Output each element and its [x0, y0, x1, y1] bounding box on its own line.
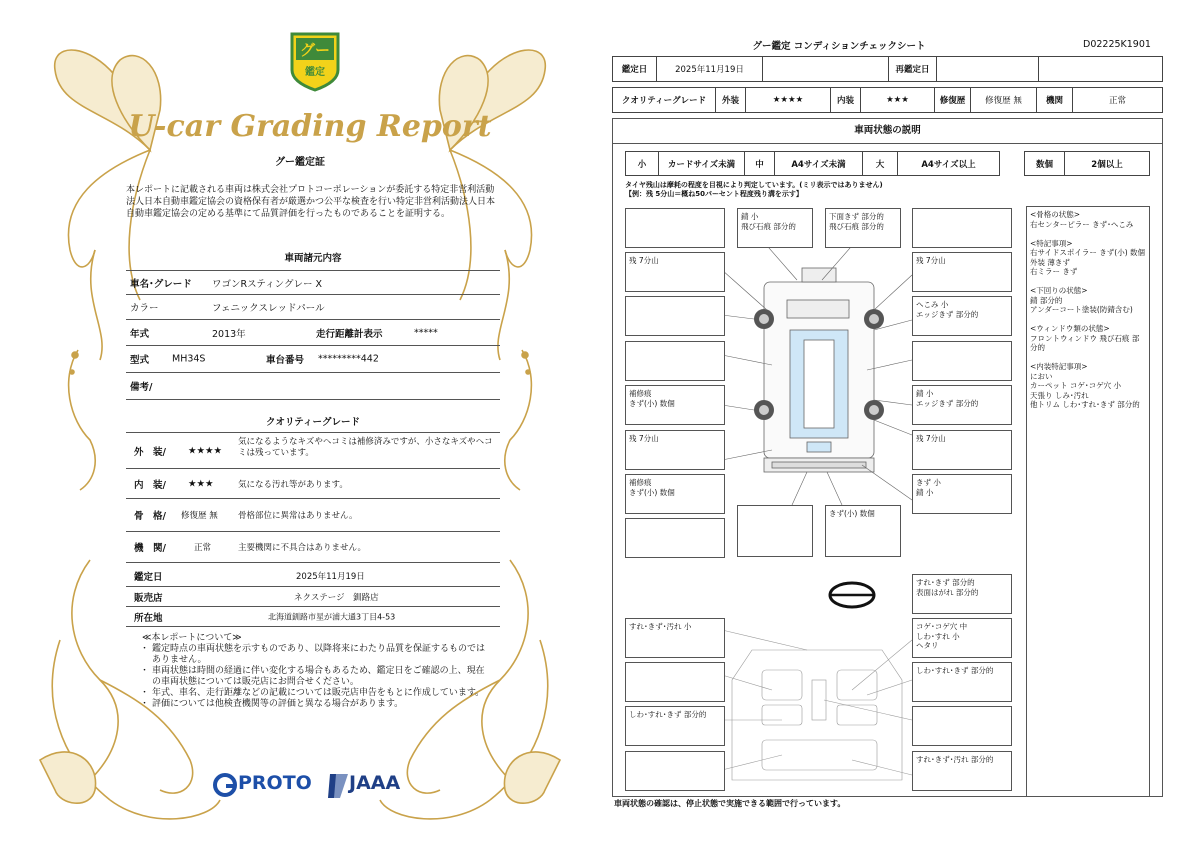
- exterior-box-tire-fr: 残 7分山: [912, 252, 1012, 292]
- quality-frame-text: 骨格部位に異常はありません。: [238, 511, 358, 521]
- quality-frame-value: 修復歴 無: [181, 511, 218, 521]
- spec-row-remarks: [126, 373, 500, 400]
- spec-mileage-label: 走行距離計表示: [316, 328, 383, 340]
- exterior-box-fender-r: へこみ 小 エッジきず 部分的: [912, 296, 1012, 336]
- panel-frame-title: <骨格の状態>: [1030, 210, 1081, 219]
- summary-repair-value: 修復歴 無: [971, 88, 1037, 112]
- spec-chassis-value: *********442: [318, 353, 379, 365]
- info-address-label: 所在地: [134, 612, 163, 624]
- summary-engine-value: 正常: [1108, 96, 1126, 106]
- detail-panel: [1026, 206, 1150, 797]
- summary-ext-value: ★★★★: [746, 88, 831, 112]
- spec-chassis-label: 車台番号: [266, 355, 305, 366]
- panel-line: 右サイドスポイラー きず(小) 数個: [1030, 248, 1146, 257]
- quality-frame-label: 骨 格/: [134, 511, 166, 522]
- spec-model-label: 型式: [130, 355, 150, 366]
- quality-row-exterior: [126, 432, 500, 469]
- spec-name-value: ワゴンRスティングレー X: [212, 278, 322, 290]
- info-row-date: [126, 566, 500, 587]
- size-medium: 中: [745, 152, 775, 175]
- reinspect-value: [937, 57, 1039, 81]
- panel-interior-group: [1030, 362, 1146, 410]
- panel-line: 外装 薄きず: [1030, 257, 1070, 267]
- interior-box-r3: [912, 706, 1012, 746]
- info-address-value: 北海道釧路市星が浦大通3丁目4-53: [268, 612, 396, 621]
- interior-box-l3: しわ･すれ･きず 部分的: [625, 706, 725, 746]
- quality-interior-label: 内 装/: [134, 479, 166, 491]
- spec-name-label: 車名･グレード: [130, 278, 192, 290]
- interior-box-l2: [625, 662, 725, 702]
- spec-remarks-label: 備考/: [130, 382, 153, 393]
- certificate-text: 本レポートに記載される車両は株式会社プロトコーポレーションが委託する特定非営利活動法人日本自動車鑑定協会の資格保有者が厳選かつ公平な検査を行い特定非営利活動法人日本自動車鑑定協会の定める基準にて品質評価を行ったものであることを証明する。: [126, 185, 496, 219]
- interior-box-l1: すれ･きず･汚れ 小: [625, 618, 725, 658]
- size-small: 小: [626, 152, 659, 175]
- panel-under-group: [1030, 286, 1146, 315]
- quality-row-frame: [126, 499, 500, 532]
- summary-repair-label: 修復歴: [935, 88, 971, 112]
- summary-int-label: 内装: [831, 88, 861, 112]
- spec-year-value: 2013年: [212, 328, 246, 340]
- exterior-box-rear-r: きず 小 錆 小: [912, 474, 1012, 514]
- panel-line: 他トリム しわ･すれ･きず 部分的: [1030, 400, 1140, 409]
- jaaa-logo-icon: [328, 774, 348, 798]
- panel-window-group: [1030, 324, 1146, 353]
- info-date-label: 鑑定日: [134, 572, 163, 583]
- note-item: ・ 車両状態は時間の経過に伴い変化する場合もあるため、鑑定日をご確認の上、現在の車両状態については販売店にお問合せください。: [140, 666, 490, 688]
- size-large: 大: [863, 152, 898, 175]
- exterior-box-r4: [912, 341, 1012, 381]
- date-blank: [763, 57, 889, 81]
- jaaa-logo-text: JAAA: [349, 772, 401, 794]
- summary-engine-label: 機関: [1037, 88, 1073, 112]
- quality-section-title: クオリティーグレード: [265, 417, 361, 428]
- quality-interior-stars: ★★★: [188, 478, 214, 489]
- report-notes: [140, 633, 490, 710]
- info-shop-value: ネクステージ 釧路店: [294, 592, 379, 603]
- count-label: 数個: [1025, 152, 1065, 175]
- spec-model-value: MH34S: [172, 353, 206, 365]
- exterior-box-tire-rl: 残 7分山: [625, 430, 725, 470]
- spec-mileage-value: *****: [414, 327, 438, 338]
- panel-line: 天張り しみ･汚れ: [1030, 390, 1089, 400]
- info-row-shop: [126, 587, 500, 607]
- date-value: 2025年11月19日: [657, 57, 763, 81]
- date-label: 鑑定日: [613, 57, 657, 81]
- badge-bottom-text: 鑑定: [305, 67, 325, 78]
- interior-box-r2: しわ･すれ･きず 部分的: [912, 662, 1012, 702]
- tire-note: [625, 181, 883, 199]
- exterior-box-bottom-l: [737, 505, 813, 557]
- interior-box-seat-fr: コゲ･コゲ穴 中 しわ･すれ 小 ヘタリ: [912, 618, 1012, 658]
- badge-top-text: グー: [299, 41, 331, 59]
- spec-row-name: [126, 270, 500, 295]
- note-item: ・ 評価については他検査機関等の評価と異なる場合があります。: [140, 699, 490, 710]
- summary-quality-label: クオリティーグレード: [613, 88, 716, 112]
- info-date-value: 2025年11月19日: [296, 572, 365, 582]
- interior-box-steering: すれ･きず 部分的 表面はがれ 部分的: [912, 574, 1012, 614]
- exterior-box-door-r: 錆 小 エッジきず 部分的: [912, 385, 1012, 425]
- exterior-box-l8: [625, 518, 725, 558]
- panel-interior-title: <内装特記事項>: [1030, 362, 1088, 371]
- note-item: ・ 鑑定時点の車両状態を示すものであり、以降将来にわたり品質を保証するものではありません。: [140, 644, 490, 666]
- reinspect-label: 再鑑定日: [889, 57, 937, 81]
- spec-color-label: カラー: [130, 303, 159, 314]
- interior-diagram: [722, 630, 912, 780]
- quality-engine-text: 主要機関に不具合はありません。: [238, 543, 367, 553]
- certificate-title: グー鑑定証: [275, 157, 325, 168]
- document-id: D02225K1901: [1083, 39, 1151, 50]
- panel-line: 錆 部分的: [1030, 295, 1063, 305]
- panel-line: 右センターピラー きず･へこみ: [1030, 219, 1134, 229]
- exterior-box-tire-fl: 残 7分山: [625, 252, 725, 292]
- exterior-box-l3: [625, 296, 725, 336]
- interior-box-l4: [625, 751, 725, 791]
- exterior-box-rear-l: 補修痕 きず(小) 数個: [625, 474, 725, 514]
- condition-check-sheet: [600, 0, 1200, 848]
- proto-logo-text: PROTO: [238, 772, 312, 794]
- quality-row-engine: [126, 532, 500, 563]
- condition-title: 車両状態の説明: [612, 118, 1163, 144]
- panel-line: アンダーコート塗装(防錆含む): [1030, 305, 1133, 314]
- spec-section-title: 車両諸元内容: [284, 253, 342, 264]
- exterior-box-top-right: 下面きず 部分的 飛び石痕 部分的: [825, 208, 901, 248]
- summary-ext-label: 外装: [716, 88, 746, 112]
- exterior-box-door-l: 補修痕 きず(小) 数個: [625, 385, 725, 425]
- size-medium-desc: A4サイズ未満: [775, 152, 863, 175]
- panel-line: フロントウィンドウ 飛び石痕 部分的: [1030, 333, 1140, 352]
- quality-row-interior: [126, 469, 500, 499]
- footer-note: 車両状態の確認は、停止状態で実施できる範囲で行っています。: [614, 799, 846, 808]
- panel-line: カーペット コゲ･コゲ穴 小: [1030, 381, 1122, 390]
- spec-color-value: フェニックスレッドパール: [212, 303, 325, 314]
- sheet-title: グー鑑定 コンディションチェックシート: [752, 41, 926, 52]
- exterior-box-top-mid: 錆 小 飛び石痕 部分的: [737, 208, 813, 248]
- quality-interior-text: 気になる汚れ等があります。: [238, 479, 348, 490]
- note-item: ・ 年式、車名、走行距離などの記載については販売店申告をもとに作成しています。: [140, 688, 490, 699]
- summary-int-value: ★★★: [861, 88, 935, 112]
- quality-engine-value: 正常: [194, 543, 212, 553]
- svg-text:U-car Grading Report: U-car Grading Report: [128, 109, 492, 144]
- reinspect-blank: [1039, 57, 1162, 81]
- goo-kantei-badge-icon: [286, 30, 344, 92]
- panel-line: におい: [1030, 371, 1053, 381]
- size-legend: [625, 151, 1000, 176]
- quality-exterior-stars: ★★★★: [188, 445, 223, 456]
- spec-row-color: [126, 295, 500, 320]
- spec-year-label: 年式: [130, 328, 150, 340]
- interior-box-r4: すれ･きず･汚れ 部分的: [912, 751, 1012, 791]
- date-row: [612, 56, 1163, 82]
- quality-exterior-label: 外 装/: [134, 446, 166, 458]
- exterior-box-l1: [625, 208, 725, 248]
- quality-engine-label: 機 関/: [134, 543, 166, 554]
- panel-under-title: <下回りの状態>: [1030, 286, 1088, 295]
- exterior-box-rear-mid: きず(小) 数個: [825, 505, 901, 557]
- spec-row-model: [126, 346, 500, 373]
- quality-exterior-text: 気になるようなキズやヘコミは補修済みですが、小さなキズやヘコミは残っています。: [238, 437, 493, 458]
- exterior-box-r1: [912, 208, 1012, 248]
- panel-frame-group: [1030, 210, 1146, 229]
- count-desc: 2個以上: [1091, 159, 1123, 170]
- steering-wheel-icon: [830, 583, 874, 607]
- tire-note-line2: 【例：残 5分山＝概ね50パーセント程度残り溝を示す】: [625, 190, 803, 198]
- size-large-desc: A4サイズ以上: [921, 159, 976, 170]
- count-legend: [1024, 151, 1150, 176]
- report-title: [128, 100, 492, 146]
- exterior-box-l4: [625, 341, 725, 381]
- size-small-desc: カードサイズ未満: [659, 152, 745, 175]
- exterior-box-tire-rr: 残 7分山: [912, 430, 1012, 470]
- panel-line: 右ミラー きず: [1030, 267, 1078, 276]
- info-row-address: [126, 607, 500, 627]
- panel-window-title: <ウィンドウ類の状態>: [1030, 324, 1110, 333]
- panel-special-title: <特記事項>: [1030, 238, 1073, 248]
- spec-row-year: [126, 320, 500, 346]
- notes-title: ≪本レポートについて≫: [142, 633, 242, 643]
- info-shop-label: 販売店: [134, 592, 163, 604]
- quality-summary-row: [612, 87, 1163, 113]
- panel-special-group: [1030, 239, 1146, 277]
- tire-note-line1: タイヤ残山は摩耗の程度を目視により判定しています。(ミリ表示ではありません): [625, 181, 883, 189]
